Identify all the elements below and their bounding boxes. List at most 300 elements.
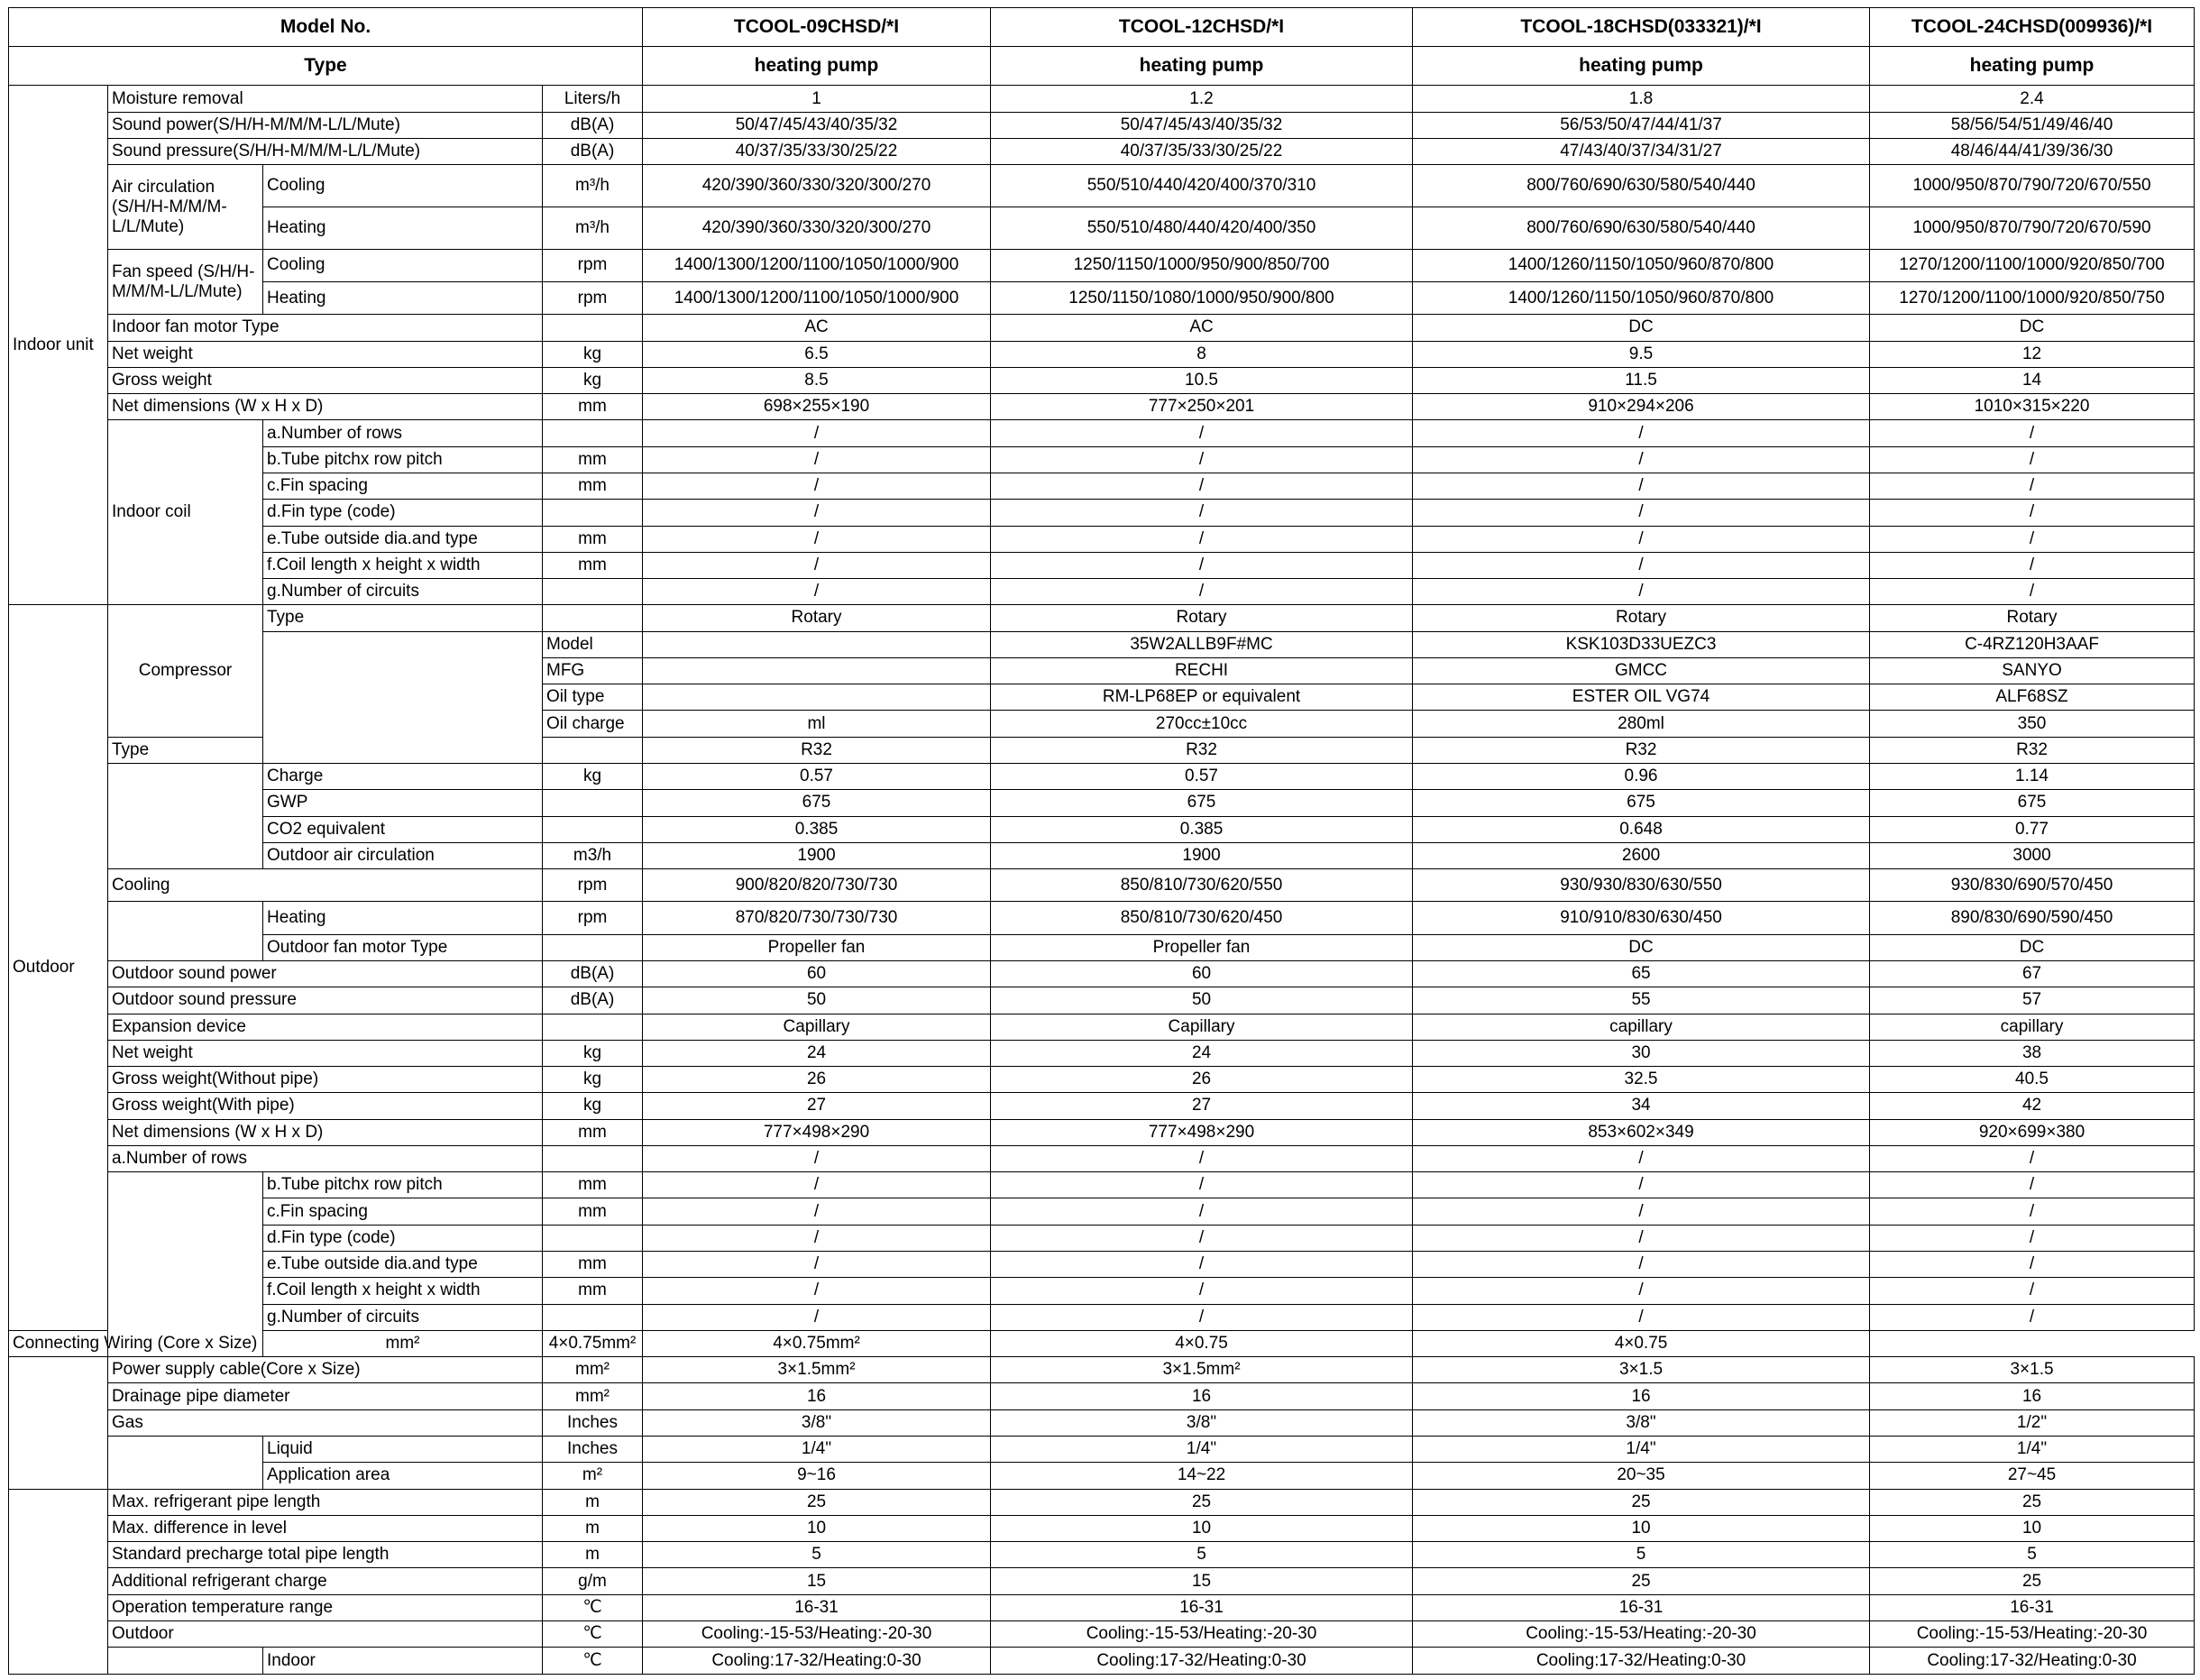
value-cell: Cooling:17-32/Heating:0-30 xyxy=(991,1648,1413,1675)
value-cell: AC xyxy=(643,315,991,341)
value-cell: 40/37/35/33/30/25/22 xyxy=(643,139,991,165)
value-cell: DC xyxy=(1413,315,1870,341)
value-cell: 550/510/480/440/420/400/350 xyxy=(991,207,1413,250)
unit-cell: g/m xyxy=(543,1568,643,1594)
table-row xyxy=(9,552,2195,578)
item-label: g.Number of circuits xyxy=(263,1304,543,1330)
value-cell: / xyxy=(643,1278,991,1304)
unit-cell: Inches xyxy=(543,1409,643,1436)
value-cell: Rotary xyxy=(1413,605,1870,631)
value-cell: 900/820/820/730/730 xyxy=(643,869,991,902)
unit-cell: ml xyxy=(643,711,991,737)
value-cell: / xyxy=(643,526,991,552)
group-label: Indoor coil xyxy=(108,420,263,605)
value-cell: 675 xyxy=(643,790,991,816)
item-label: MFG xyxy=(543,657,643,684)
value-cell: 16 xyxy=(991,1383,1413,1409)
value-cell: capillary xyxy=(1413,1014,1870,1040)
value-cell: 67 xyxy=(1870,960,2195,987)
value-cell: 32.5 xyxy=(1413,1067,1870,1093)
group-label xyxy=(108,1172,263,1357)
value-cell: 1/4" xyxy=(1870,1437,2195,1463)
value-cell: 1.2 xyxy=(991,86,1413,112)
value-cell: / xyxy=(643,1172,991,1198)
value-cell: 3×1.5 xyxy=(1870,1357,2195,1383)
value-cell: Cooling:17-32/Heating:0-30 xyxy=(1870,1648,2195,1675)
value-cell: 3/8" xyxy=(1413,1409,1870,1436)
value-cell: 47/43/40/37/34/31/27 xyxy=(1413,139,1870,165)
unit-cell: mm xyxy=(543,1119,643,1145)
item-label: Operation temperature range xyxy=(108,1594,543,1620)
value-cell: 675 xyxy=(991,790,1413,816)
unit-type: heating pump xyxy=(643,47,991,86)
table-row xyxy=(9,1357,2195,1383)
value-cell: / xyxy=(991,1172,1413,1198)
item-label: Liquid xyxy=(263,1437,543,1463)
value-cell: 16 xyxy=(1870,1383,2195,1409)
item-label: Max. difference in level xyxy=(108,1515,543,1541)
specification-table xyxy=(8,7,2195,1675)
value-cell: / xyxy=(643,1225,991,1251)
unit-cell: rpm xyxy=(543,249,643,281)
value-cell: 16-31 xyxy=(1870,1594,2195,1620)
value-cell: 910/910/830/630/450 xyxy=(1413,902,1870,934)
unit-cell: mm xyxy=(543,394,643,420)
unit-cell: ℃ xyxy=(543,1620,643,1647)
item-label: Max. refrigerant pipe length xyxy=(108,1489,543,1515)
unit-cell: kg xyxy=(543,1040,643,1066)
value-cell: Cooling:-15-53/Heating:-20-30 xyxy=(1870,1620,2195,1647)
item-label: GWP xyxy=(263,790,543,816)
value-cell: 11.5 xyxy=(1413,367,1870,393)
table-row xyxy=(9,473,2195,499)
unit-cell xyxy=(543,500,643,526)
value-cell: 350 xyxy=(1870,711,2195,737)
value-cell: / xyxy=(1413,552,1870,578)
value-cell: 16-31 xyxy=(1413,1594,1870,1620)
value-cell: / xyxy=(1870,420,2195,446)
value-cell: 27 xyxy=(643,1093,991,1119)
value-cell: / xyxy=(991,1145,1413,1171)
value-cell: Cooling:-15-53/Heating:-20-30 xyxy=(991,1620,1413,1647)
table-row xyxy=(9,1040,2195,1066)
value-cell: / xyxy=(1413,1252,1870,1278)
unit-cell: rpm xyxy=(543,902,643,934)
value-cell: 1/4" xyxy=(643,1437,991,1463)
table-row xyxy=(9,1568,2195,1594)
item-label: Outdoor xyxy=(108,1620,543,1647)
value-cell: 1000/950/870/790/720/670/550 xyxy=(1870,165,2195,207)
value-cell: 0.385 xyxy=(643,816,991,842)
value-cell: 58/56/54/51/49/46/40 xyxy=(1870,112,2195,138)
value-cell: 8.5 xyxy=(643,367,991,393)
value-cell: 777×498×290 xyxy=(643,1119,991,1145)
group-label xyxy=(263,631,543,763)
value-cell: 1250/1150/1000/950/900/850/700 xyxy=(991,249,1413,281)
item-label: c.Fin spacing xyxy=(263,1198,543,1225)
value-cell: / xyxy=(643,552,991,578)
value-cell: 40.5 xyxy=(1870,1067,2195,1093)
table-row xyxy=(9,1145,2195,1171)
value-cell: 10 xyxy=(643,1515,991,1541)
value-cell: ESTER OIL VG74 xyxy=(1413,684,1870,711)
unit-cell xyxy=(643,631,991,657)
value-cell: 60 xyxy=(643,960,991,987)
item-label: Heating xyxy=(263,902,543,934)
table-row xyxy=(9,1278,2195,1304)
value-cell: 25 xyxy=(643,1489,991,1515)
value-cell: 3000 xyxy=(1870,842,2195,868)
value-cell: / xyxy=(1870,1198,2195,1225)
value-cell: 870/820/730/730/730 xyxy=(643,902,991,934)
value-cell: / xyxy=(991,579,1413,605)
value-cell: 24 xyxy=(643,1040,991,1066)
value-cell: 1.8 xyxy=(1413,86,1870,112)
table-row xyxy=(9,367,2195,393)
value-cell: 27~45 xyxy=(1870,1463,2195,1489)
value-cell: / xyxy=(1413,420,1870,446)
value-cell: 3/8" xyxy=(643,1409,991,1436)
value-cell: 1 xyxy=(643,86,991,112)
value-cell: R32 xyxy=(1413,737,1870,763)
unit-cell: kg xyxy=(543,1093,643,1119)
value-cell: / xyxy=(1413,526,1870,552)
unit-cell: kg xyxy=(543,367,643,393)
value-cell: 48/46/44/41/39/36/30 xyxy=(1870,139,2195,165)
unit-cell: ℃ xyxy=(543,1648,643,1675)
item-label: Application area xyxy=(263,1463,543,1489)
value-cell: 800/760/690/630/580/540/440 xyxy=(1413,165,1870,207)
unit-cell: ℃ xyxy=(543,1594,643,1620)
table-row xyxy=(9,790,2195,816)
table-row xyxy=(9,816,2195,842)
value-cell: / xyxy=(643,1198,991,1225)
unit-type: heating pump xyxy=(991,47,1413,86)
value-cell: Rotary xyxy=(1870,605,2195,631)
item-label: Heating xyxy=(263,207,543,250)
value-cell: 60 xyxy=(991,960,1413,987)
value-cell: GMCC xyxy=(1413,657,1870,684)
value-cell: / xyxy=(991,1278,1413,1304)
value-cell: 4×0.75 xyxy=(991,1330,1413,1356)
group-label xyxy=(108,1648,263,1675)
table-row xyxy=(9,1067,2195,1093)
value-cell: / xyxy=(1413,579,1870,605)
item-label: Cooling xyxy=(263,165,543,207)
value-cell: 9.5 xyxy=(1413,341,1870,367)
value-cell: AC xyxy=(991,315,1413,341)
value-cell: / xyxy=(643,500,991,526)
value-cell: Cooling:17-32/Heating:0-30 xyxy=(643,1648,991,1675)
value-cell: DC xyxy=(1870,315,2195,341)
value-cell: 4×0.75 xyxy=(1413,1330,1870,1356)
unit-cell xyxy=(543,1014,643,1040)
table-row xyxy=(9,1119,2195,1145)
unit-cell xyxy=(543,934,643,960)
value-cell: 777×498×290 xyxy=(991,1119,1413,1145)
unit-cell: Inches xyxy=(543,1437,643,1463)
value-cell: / xyxy=(991,1252,1413,1278)
value-cell: 280ml xyxy=(1413,711,1870,737)
value-cell: / xyxy=(1413,500,1870,526)
value-cell: Rotary xyxy=(991,605,1413,631)
value-cell: 675 xyxy=(1413,790,1870,816)
value-cell: DC xyxy=(1413,934,1870,960)
item-label: Heating xyxy=(263,282,543,315)
value-cell: 25 xyxy=(1413,1568,1870,1594)
unit-cell: mm² xyxy=(543,1383,643,1409)
table-row xyxy=(9,86,2195,112)
value-cell: 50 xyxy=(643,987,991,1014)
unit-cell: m³/h xyxy=(543,165,643,207)
item-label: e.Tube outside dia.and type xyxy=(263,1252,543,1278)
value-cell: / xyxy=(1870,526,2195,552)
unit-cell: mm xyxy=(543,552,643,578)
value-cell: / xyxy=(1413,1278,1870,1304)
item-label: f.Coil length x height x width xyxy=(263,1278,543,1304)
value-cell: 8 xyxy=(991,341,1413,367)
table-row xyxy=(9,112,2195,138)
value-cell: Capillary xyxy=(991,1014,1413,1040)
value-cell: 3×1.5 xyxy=(1413,1357,1870,1383)
item-label: Indoor fan motor Type xyxy=(108,315,543,341)
value-cell: / xyxy=(643,473,991,499)
value-cell: / xyxy=(1413,1198,1870,1225)
value-cell: 42 xyxy=(1870,1093,2195,1119)
unit-cell xyxy=(543,816,643,842)
value-cell: / xyxy=(643,1304,991,1330)
value-cell: 10 xyxy=(1413,1515,1870,1541)
value-cell: 16 xyxy=(1413,1383,1870,1409)
item-label: a.Number of rows xyxy=(108,1145,543,1171)
unit-cell: m xyxy=(543,1542,643,1568)
value-cell: / xyxy=(1870,500,2195,526)
item-label: Standard precharge total pipe length xyxy=(108,1542,543,1568)
value-cell: R32 xyxy=(1870,737,2195,763)
unit-cell xyxy=(543,579,643,605)
value-cell: 10 xyxy=(1870,1515,2195,1541)
section-label xyxy=(9,1357,108,1489)
value-cell: 1400/1260/1150/1050/960/870/800 xyxy=(1413,249,1870,281)
value-cell: 920×699×380 xyxy=(1870,1119,2195,1145)
value-cell: R32 xyxy=(643,737,991,763)
value-cell: 16 xyxy=(643,1383,991,1409)
value-cell: 930/930/830/630/550 xyxy=(1413,869,1870,902)
value-cell: SANYO xyxy=(1870,657,2195,684)
value-cell: 15 xyxy=(991,1568,1413,1594)
unit-cell: mm xyxy=(543,446,643,473)
table-row xyxy=(9,165,2195,207)
item-label: b.Tube pitchx row pitch xyxy=(263,446,543,473)
value-cell: 25 xyxy=(1870,1568,2195,1594)
value-cell: Cooling:17-32/Heating:0-30 xyxy=(1413,1648,1870,1675)
value-cell: / xyxy=(1870,1252,2195,1278)
table-row xyxy=(9,1437,2195,1463)
value-cell: / xyxy=(1870,446,2195,473)
value-cell: 10 xyxy=(991,1515,1413,1541)
unit-cell: dB(A) xyxy=(543,987,643,1014)
item-label: Drainage pipe diameter xyxy=(108,1383,543,1409)
value-cell: / xyxy=(1413,1172,1870,1198)
item-label: Expansion device xyxy=(108,1014,543,1040)
value-cell: Propeller fan xyxy=(991,934,1413,960)
value-cell: 57 xyxy=(1870,987,2195,1014)
value-cell: 25 xyxy=(991,1489,1413,1515)
value-cell: 40/37/35/33/30/25/22 xyxy=(991,139,1413,165)
unit-cell: kg xyxy=(543,341,643,367)
unit-cell xyxy=(543,790,643,816)
unit-cell: m xyxy=(543,1515,643,1541)
value-cell: 1400/1300/1200/1100/1050/1000/900 xyxy=(643,282,991,315)
group-label: Air circulation (S/H/H-M/M/M-L/L/Mute) xyxy=(108,165,263,249)
table-row xyxy=(9,934,2195,960)
unit-cell: m³/h xyxy=(543,207,643,250)
group-label xyxy=(108,902,263,961)
value-cell: 1/4" xyxy=(1413,1437,1870,1463)
value-cell: RECHI xyxy=(991,657,1413,684)
table-row xyxy=(9,902,2195,934)
value-cell: / xyxy=(1413,446,1870,473)
item-label: Gross weight(Without pipe) xyxy=(108,1067,543,1093)
item-label: Outdoor sound pressure xyxy=(108,987,543,1014)
type-header-row xyxy=(9,47,2195,86)
value-cell: 850/810/730/620/550 xyxy=(991,869,1413,902)
value-cell: 1900 xyxy=(991,842,1413,868)
unit-cell: rpm xyxy=(543,282,643,315)
value-cell: / xyxy=(1870,473,2195,499)
value-cell: 698×255×190 xyxy=(643,394,991,420)
item-label: Sound pressure(S/H/H-M/M/M-L/L/Mute) xyxy=(108,139,543,165)
value-cell: / xyxy=(643,1145,991,1171)
value-cell: 9~16 xyxy=(643,1463,991,1489)
unit-cell: rpm xyxy=(543,869,643,902)
item-label: Outdoor sound power xyxy=(108,960,543,987)
value-cell: / xyxy=(991,500,1413,526)
model-header-row xyxy=(9,8,2195,47)
group-label: Fan speed (S/H/H-M/M/M-L/L/Mute) xyxy=(108,249,263,315)
item-label: Net weight xyxy=(108,1040,543,1066)
item-label: Moisture removal xyxy=(108,86,543,112)
value-cell: 1900 xyxy=(643,842,991,868)
value-cell: 1000/950/870/790/720/670/590 xyxy=(1870,207,2195,250)
value-cell: 1.14 xyxy=(1870,764,2195,790)
table-row xyxy=(9,249,2195,281)
unit-cell: kg xyxy=(543,1067,643,1093)
unit-cell: dB(A) xyxy=(543,960,643,987)
item-label: a.Number of rows xyxy=(263,420,543,446)
unit-cell: kg xyxy=(543,764,643,790)
item-label: Outdoor fan motor Type xyxy=(263,934,543,960)
value-cell: 5 xyxy=(991,1542,1413,1568)
table-row xyxy=(9,1620,2195,1647)
value-cell: 4×0.75mm² xyxy=(643,1330,991,1356)
value-cell: 1010×315×220 xyxy=(1870,394,2195,420)
unit-cell: mm xyxy=(543,1252,643,1278)
value-cell: DC xyxy=(1870,934,2195,960)
item-label: e.Tube outside dia.and type xyxy=(263,526,543,552)
unit-type: heating pump xyxy=(1870,47,2195,86)
table-row xyxy=(9,1172,2195,1198)
section-label: Indoor unit xyxy=(9,86,108,605)
value-cell: / xyxy=(1870,579,2195,605)
value-cell: RM-LP68EP or equivalent xyxy=(991,684,1413,711)
item-label: Power supply cable(Core x Size) xyxy=(108,1357,543,1383)
value-cell: 890/830/690/590/450 xyxy=(1870,902,2195,934)
table-row xyxy=(9,960,2195,987)
table-row xyxy=(9,631,2195,657)
value-cell: 30 xyxy=(1413,1040,1870,1066)
value-cell: 35W2ALLB9F#MC xyxy=(991,631,1413,657)
unit-cell xyxy=(543,1225,643,1251)
value-cell: / xyxy=(1870,1145,2195,1171)
unit-cell: mm² xyxy=(543,1357,643,1383)
table-row xyxy=(9,282,2195,315)
value-cell: 3×1.5mm² xyxy=(991,1357,1413,1383)
item-label: Indoor xyxy=(263,1648,543,1675)
table-row xyxy=(9,526,2195,552)
value-cell: 20~35 xyxy=(1413,1463,1870,1489)
value-cell: 15 xyxy=(643,1568,991,1594)
value-cell: 1270/1200/1100/1000/920/850/750 xyxy=(1870,282,2195,315)
value-cell: Cooling:-15-53/Heating:-20-30 xyxy=(643,1620,991,1647)
unit-cell: mm xyxy=(543,1198,643,1225)
value-cell: 0.57 xyxy=(643,764,991,790)
value-cell: 65 xyxy=(1413,960,1870,987)
value-cell: 5 xyxy=(643,1542,991,1568)
table-row xyxy=(9,1014,2195,1040)
value-cell: / xyxy=(1870,1225,2195,1251)
item-label: CO2 equivalent xyxy=(263,816,543,842)
table-row xyxy=(9,341,2195,367)
item-label: g.Number of circuits xyxy=(263,579,543,605)
item-label: Oil type xyxy=(543,684,643,711)
value-cell: / xyxy=(1413,1145,1870,1171)
table-row xyxy=(9,1594,2195,1620)
unit-cell: mm xyxy=(543,526,643,552)
value-cell: capillary xyxy=(1870,1014,2195,1040)
value-cell: / xyxy=(643,579,991,605)
unit-cell: mm xyxy=(543,1278,643,1304)
unit-cell xyxy=(643,684,991,711)
value-cell: 853×602×349 xyxy=(1413,1119,1870,1145)
table-row xyxy=(9,842,2195,868)
table-row xyxy=(9,1409,2195,1436)
unit-cell: mm xyxy=(543,1172,643,1198)
value-cell: 50/47/45/43/40/35/32 xyxy=(991,112,1413,138)
value-cell: 50/47/45/43/40/35/32 xyxy=(643,112,991,138)
model-name: TCOOL-09CHSD/*I xyxy=(643,8,991,47)
value-cell: 5 xyxy=(1413,1542,1870,1568)
value-cell: Capillary xyxy=(643,1014,991,1040)
table-row xyxy=(9,764,2195,790)
table-row xyxy=(9,869,2195,902)
item-label: b.Tube pitchx row pitch xyxy=(263,1172,543,1198)
model-name: TCOOL-24CHSD(009936)/*I xyxy=(1870,8,2195,47)
value-cell: / xyxy=(991,1225,1413,1251)
value-cell: 50 xyxy=(991,987,1413,1014)
value-cell: / xyxy=(1413,1225,1870,1251)
table-row xyxy=(9,1383,2195,1409)
table-row xyxy=(9,420,2195,446)
table-row xyxy=(9,1225,2195,1251)
unit-cell: mm² xyxy=(263,1330,543,1356)
value-cell: KSK103D33UEZC3 xyxy=(1413,631,1870,657)
model-no-label: Model No. xyxy=(9,8,643,47)
item-label: Net weight xyxy=(108,341,543,367)
value-cell: 3×1.5mm² xyxy=(643,1357,991,1383)
unit-cell: m² xyxy=(543,1463,643,1489)
table-row xyxy=(9,394,2195,420)
